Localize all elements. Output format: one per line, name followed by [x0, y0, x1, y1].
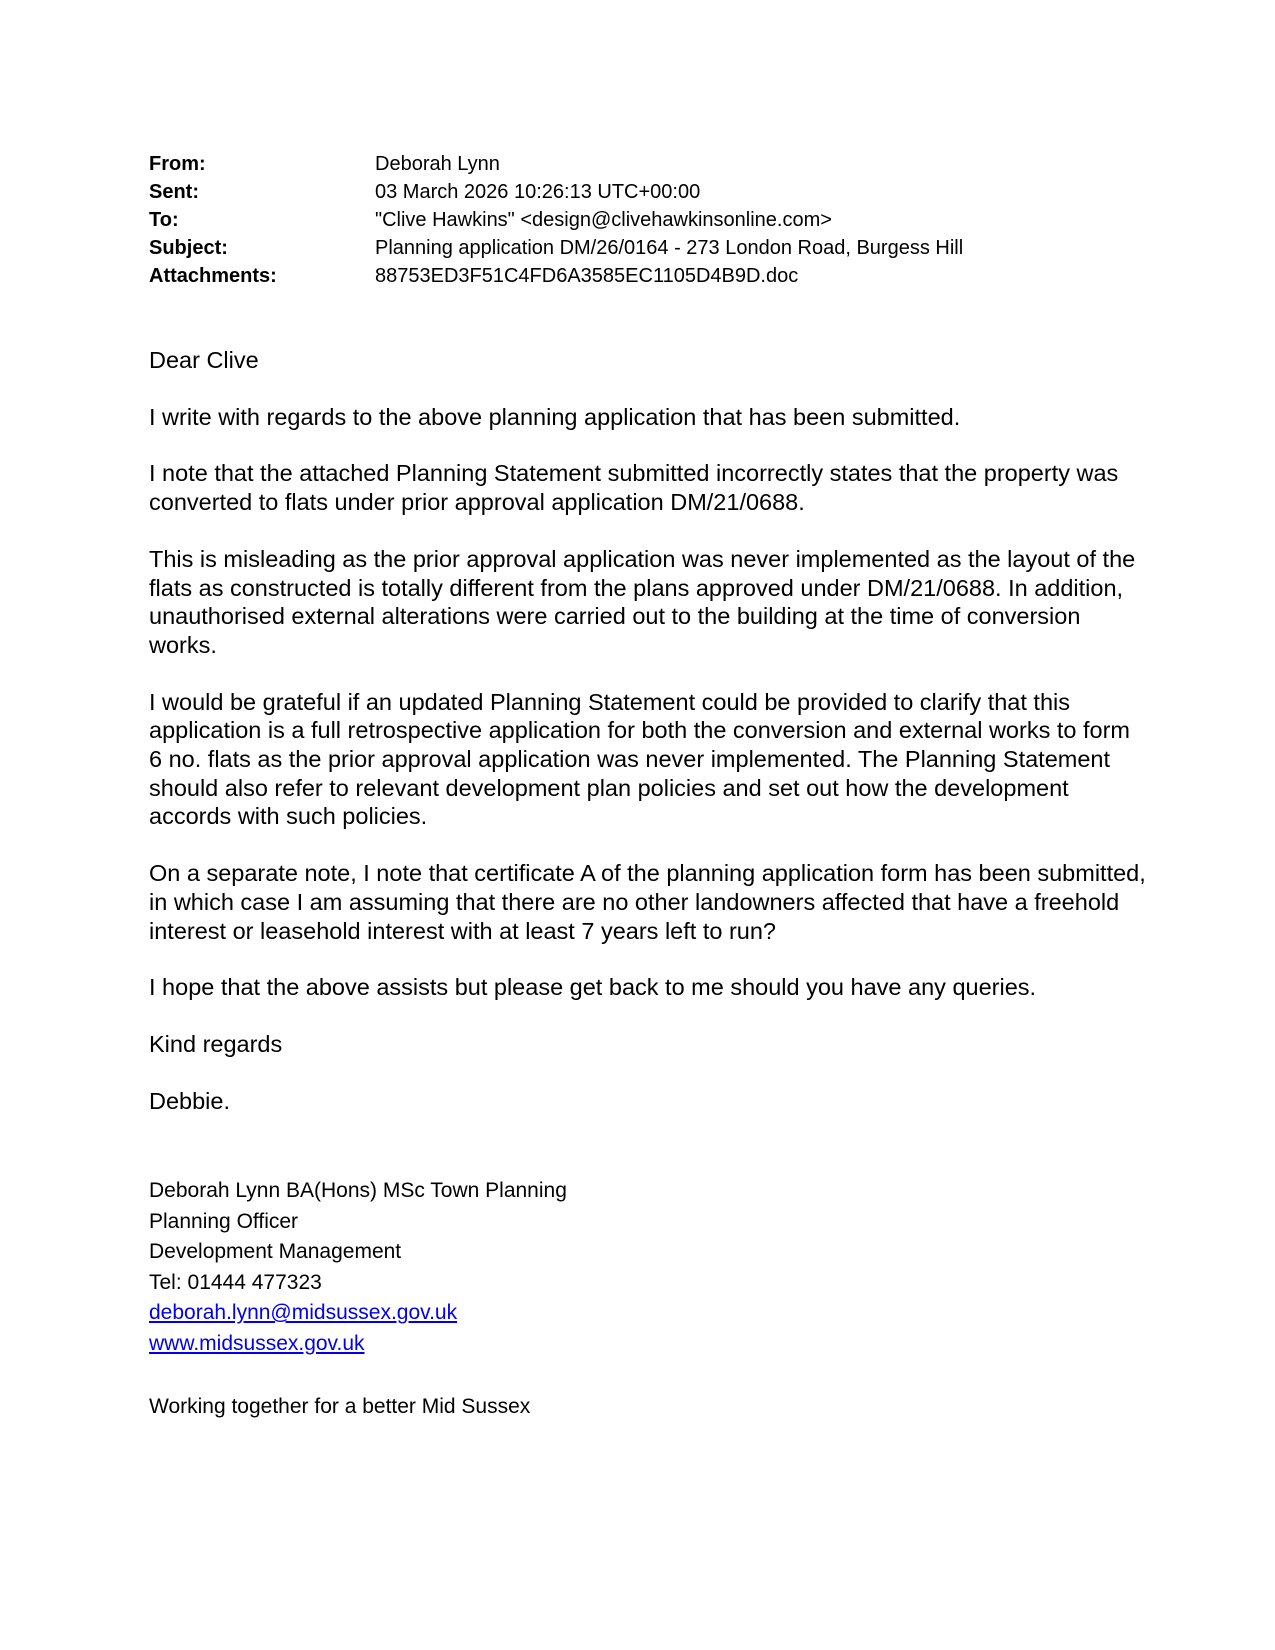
body-paragraph: On a separate note, I note that certificate A of the planning application form has been submitted, in which case I am assuming that there are no other landowners affected that have a freehold interest or leasehold interest with at least 7 years left to run?	[149, 860, 1146, 944]
signature-tel: Tel: 01444 477323	[149, 1270, 322, 1294]
from-value: Deborah Lynn	[375, 153, 500, 175]
header-row-attachments	[149, 262, 963, 290]
tagline: Working together for a better Mid Sussex	[149, 1395, 531, 1418]
signature-name: Deborah Lynn BA(Hons) MSc Town Planning	[149, 1179, 567, 1202]
header-row-from	[149, 150, 963, 178]
to-label: To:	[149, 209, 179, 231]
sent-value: 03 March 2026 10:26:13 UTC+00:00	[375, 181, 701, 203]
signature-email-link[interactable]: deborah.lynn@midsussex.gov.uk	[149, 1301, 458, 1324]
signature-role: Planning Officer	[149, 1209, 299, 1233]
email-signature	[149, 1176, 567, 1359]
subject-value: Planning application DM/26/0164 - 273 London Road, Burgess Hill	[375, 237, 964, 259]
body-paragraph: I would be grateful if an updated Planning Statement could be provided to clarify that this application is a full retrospective application for both the conversion and external works to form 6 no. flats as the prior approval application was never implemented. The Planning Statement should also refer to relevant development plan policies and set out how the development accords with such policies.	[149, 688, 1130, 830]
email-body	[149, 346, 1149, 1143]
email-header	[149, 150, 963, 290]
body-paragraph: I hope that the above assists but please get back to me should you have any queries.	[149, 974, 1037, 1001]
attachments-label: Attachments:	[149, 265, 277, 287]
sent-label: Sent:	[149, 181, 199, 203]
attachment-filename[interactable]: 88753ED3F51C4FD6A3585EC1105D4B9D.doc	[375, 265, 799, 287]
closing: Kind regards	[149, 1030, 283, 1057]
from-label: From:	[149, 153, 206, 175]
body-paragraph: This is misleading as the prior approval application was never implemented as the layout of the flats as constructed is totally different from the plans approved under DM/21/0688. In addition, unauthorised external alterations were carried out to the building at the time of conversion works.	[149, 545, 1136, 658]
subject-label: Subject:	[149, 237, 228, 259]
to-value: "Clive Hawkins" <design@clivehawkinsonline.com>	[375, 209, 832, 231]
body-paragraph: I note that the attached Planning Statement submitted incorrectly states that the property was converted to flats under prior approval application DM/21/0688.	[149, 460, 1119, 516]
header-row-sent	[149, 178, 963, 206]
header-row-to	[149, 206, 963, 234]
signature-website-link[interactable]: www.midsussex.gov.uk	[149, 1331, 365, 1355]
header-row-subject	[149, 234, 963, 262]
body-paragraph: I write with regards to the above planning application that has been submitted.	[149, 403, 961, 430]
greeting: Dear Clive	[149, 347, 259, 373]
signature-department: Development Management	[149, 1240, 402, 1263]
sign-off: Debbie.	[149, 1087, 230, 1114]
